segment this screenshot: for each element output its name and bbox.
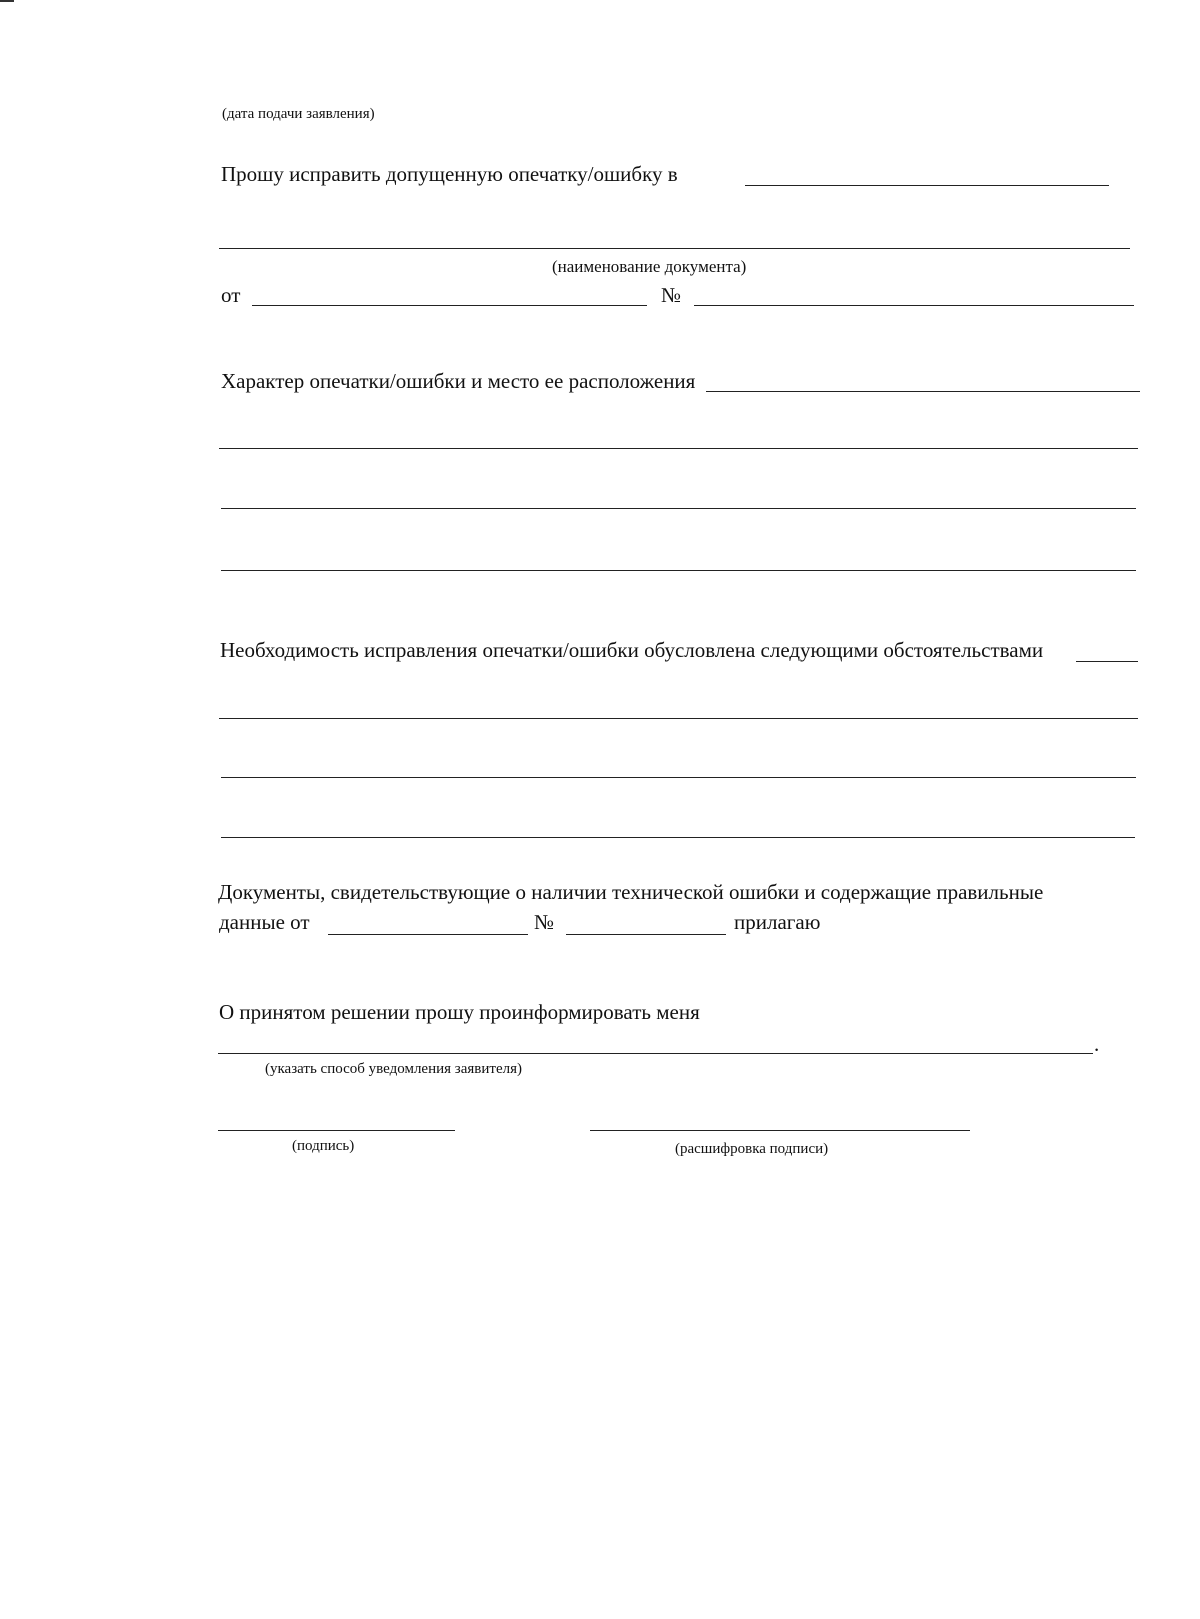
date-caption: (дата подачи заявления)	[222, 106, 375, 122]
document-name-caption: (наименование документа)	[552, 257, 747, 276]
signature-decode-field[interactable]	[590, 1130, 970, 1131]
error-nature-line-3[interactable]	[221, 508, 1136, 509]
number-sign: №	[661, 283, 682, 307]
notification-caption: (указать способ уведомления заявителя)	[265, 1061, 522, 1077]
from-label: от	[221, 283, 241, 307]
notification-method-field[interactable]	[218, 1053, 1093, 1054]
error-nature-line-4[interactable]	[221, 570, 1136, 571]
notification-period: .	[1094, 1032, 1100, 1056]
signature-caption: (подпись)	[292, 1138, 355, 1154]
documents-label: Документы, свидетельствующие о наличии технической ошибки и содержащие правильные	[218, 880, 1044, 904]
document-name-field[interactable]	[745, 185, 1109, 186]
document-date-field[interactable]	[252, 305, 647, 306]
signature-field[interactable]	[218, 1130, 455, 1131]
necessity-line-3[interactable]	[221, 777, 1136, 778]
documents-date-field[interactable]	[328, 934, 528, 935]
request-label: Прошу исправить допущенную опечатку/ошибку в	[221, 162, 678, 186]
document-name-field-continued[interactable]	[219, 248, 1130, 249]
error-nature-line-2[interactable]	[219, 448, 1138, 449]
necessity-line-2[interactable]	[219, 718, 1138, 719]
error-nature-field[interactable]	[706, 391, 1140, 392]
documents-attach-label: прилагаю	[734, 910, 821, 934]
inform-label: О принятом решении прошу проинформировать меня	[219, 1000, 700, 1024]
documents-number-sign: №	[534, 910, 555, 934]
necessity-field[interactable]	[1076, 661, 1138, 662]
documents-number-field[interactable]	[566, 934, 726, 935]
document-number-field[interactable]	[694, 305, 1134, 306]
signature-decode-caption: (расшифровка подписи)	[675, 1141, 829, 1157]
necessity-line-4[interactable]	[221, 837, 1135, 838]
necessity-label: Необходимость исправления опечатки/ошибки обусловлена следующими обстоятельствами	[220, 638, 1044, 662]
scan-corner-mark	[0, 0, 14, 2]
documents-data-from-label: данные от	[219, 910, 310, 934]
error-nature-label: Характер опечатки/ошибки и место ее расположения	[221, 369, 696, 393]
